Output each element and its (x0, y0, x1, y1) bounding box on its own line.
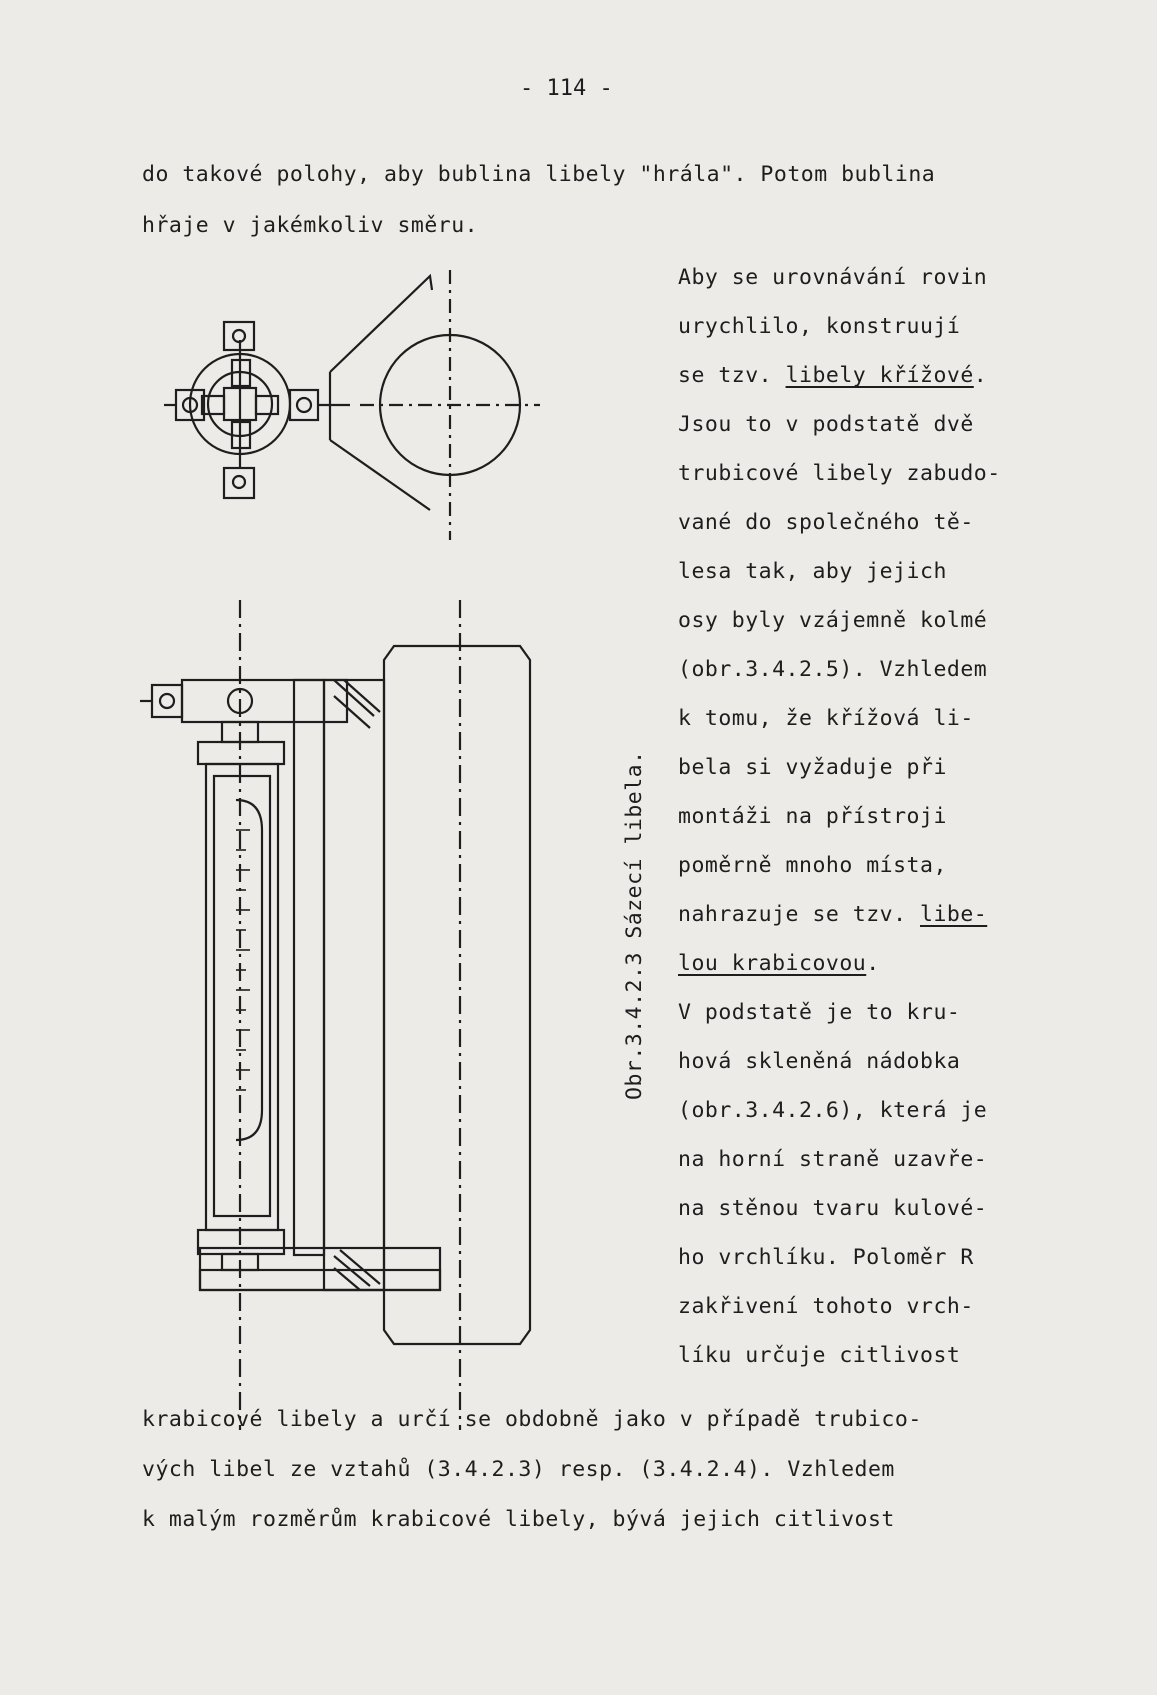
cross-level-figure (164, 270, 540, 540)
line-text: na horní straně uzavře- (678, 1147, 988, 1172)
body-line: do takové polohy, aby bublina libely "hrála". Potom bublina (142, 162, 936, 187)
line-text: na stěnou tvaru kulové- (678, 1196, 988, 1221)
body-line: k malým rozměrům krabicové libely, bývá jejich citlivost (142, 1507, 895, 1532)
page-number: - 114 - (520, 76, 613, 101)
line-text: . (866, 951, 880, 976)
body-line: krabicové libely a určí se obdobně jako v případě trubico- (142, 1407, 922, 1432)
line-text: líku určuje citlivost (678, 1343, 961, 1368)
line-text: osy byly vzájemně kolmé (678, 608, 988, 633)
line-text: k tomu, že křížová li- (678, 706, 974, 731)
body-line: vých libel ze vztahů (3.4.2.3) resp. (3.4.2.4). Vzhledem (142, 1457, 895, 1482)
underlined-term: libely křížové (785, 363, 974, 388)
body-line: hřaje v jakémkoliv směru. (142, 213, 479, 238)
figure-caption: Obr.3.4.2.3 Sázecí libela. (622, 750, 647, 1100)
line-text: zakřivení tohoto vrch- (678, 1294, 974, 1319)
line-text: lesa tak, aby jejich (678, 559, 947, 584)
line-text: vané do společného tě- (678, 510, 974, 535)
setting-level-figure (140, 600, 530, 1430)
line-text: (obr.3.4.2.6), která je (678, 1098, 988, 1123)
line-text: trubicové libely zabudo- (678, 461, 1001, 486)
line-text: bela si vyžaduje při (678, 755, 947, 780)
line-text: V podstatě je to kru- (678, 1000, 961, 1025)
line-text: nahrazuje se tzv. (678, 902, 920, 927)
line-text: poměrně mnoho místa, (678, 853, 947, 878)
line-text: ho vrchlíku. Poloměr R (678, 1245, 974, 1270)
line-text: Aby se urovnávání rovin (678, 265, 988, 290)
line-text: hová skleněná nádobka (678, 1049, 961, 1074)
line-text: montáži na přístroji (678, 804, 947, 829)
line-text: Jsou to v podstatě dvě (678, 412, 974, 437)
line-text: (obr.3.4.2.5). Vzhledem (678, 657, 988, 682)
line-text: se tzv. (678, 363, 786, 388)
line-text: . (973, 363, 988, 388)
underlined-term: lou krabicovou (678, 951, 867, 976)
underlined-term: libe- (920, 902, 988, 927)
line-text: urychlilo, konstruují (678, 314, 961, 339)
